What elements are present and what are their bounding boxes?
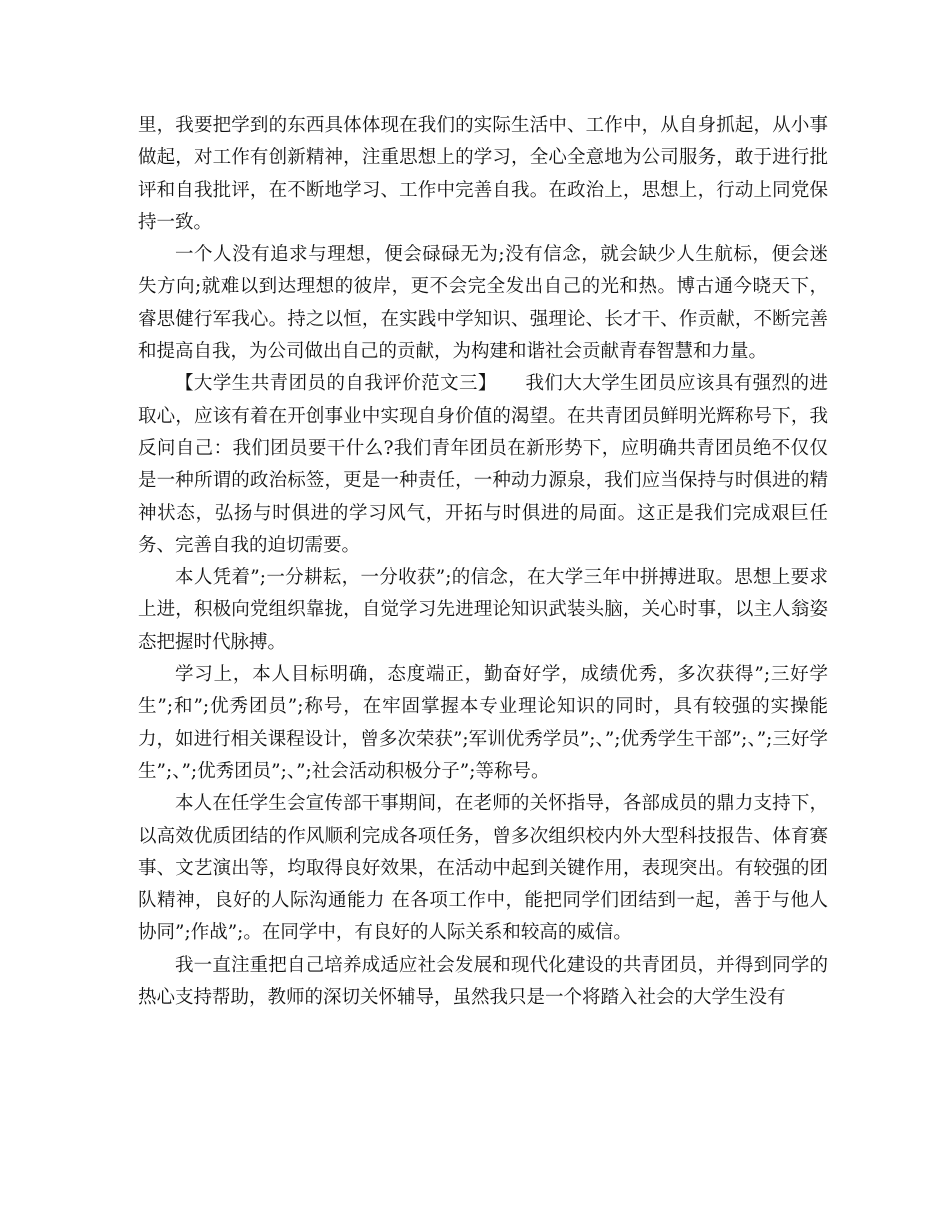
paragraph-4: 本人凭着”;一分耕耘，一分收获”;的信念，在大学三年中拼搏进取。思想上要求上进，积极向党组织靠拢，自觉学习先进理论知识武装头脑，关心时事，以主人翁姿态把握时代脉搏。 [138,567,828,653]
paragraph-6: 本人在任学生会宣传部干事期间，在老师的关怀指导，各部成员的鼎力支持下，以高效优质团结的作风顺利完成各项任务，曾多次组织校内外大型科技报告、体育赛事、文艺演出等，均取得良好效果，在活动中起到关键作用，表现突出。有较强的团队精神，良好的人际沟通能力 在各项工作中，能把同学们团结到一起，善于与他人协同”;作战”;。在同学中，有良好的人际关系和较高的威信。 [138,793,828,944]
paragraph-2: 一个人没有追求与理想，便会碌碌无为;没有信念，就会缺少人生航标，便会迷失方向;就难以到达理想的彼岸，更不会完全发出自己的光和热。博古通今晓天下，睿思健行军我心。持之以恒，在实践中学知识、强理论、长才干、作贡献，不断完善和提高自我，为公司做出自己的贡献，为构建和谐社会贡献青春智慧和力量。 [138,244,828,363]
document-body [138,110,828,1014]
paragraph-1: 里，我要把学到的东西具体体现在我们的实际生活中、工作中，从自身抓起，从小事做起，对工作有创新精神，注重思想上的学习，全心全意地为公司服务，敢于进行批评和自我批评，在不断地学习、工作中完善自我。在政治上，思想上，行动上同党保持一致。 [138,115,828,233]
paragraph-5: 学习上，本人目标明确，态度端正，勤奋好学，成绩优秀，多次获得”;三好学生”;和”;优秀团员”;称号，在牢固掌握本专业理论知识的同时，具有较强的实操能力，如进行相关课程设计，曾多次荣获”;军训优秀学员”;、”;优秀学生干部”;、”;三好学生”;、”;优秀团员”;、”;社会活动积极分子”;等称号。 [138,664,828,782]
paragraph-3: 【大学生共青团员的自我评价范文三】 我们大大学生团员应该具有强烈的进取心，应该有着在开创事业中实现自身价值的渴望。在共青团员鲜明光辉称号下，我反问自己：我们团员要干什么?我们青年团员在新形势下，应明确共青团员绝不仅仅是一种所谓的政治标签，更是一种责任，一种动力源泉，我们应当保持与时俱进的精神状态，弘扬与时俱进的学习风气，开拓与时俱进的局面。这正是我们完成艰巨任务、完善自我的迫切需要。 [138,373,828,556]
paragraph-7: 我一直注重把自己培养成适应社会发展和现代化建设的共青团员，并得到同学的热心支持帮助，教师的深切关怀辅导，虽然我只是一个将踏入社会的大学生没有 [138,954,828,1009]
